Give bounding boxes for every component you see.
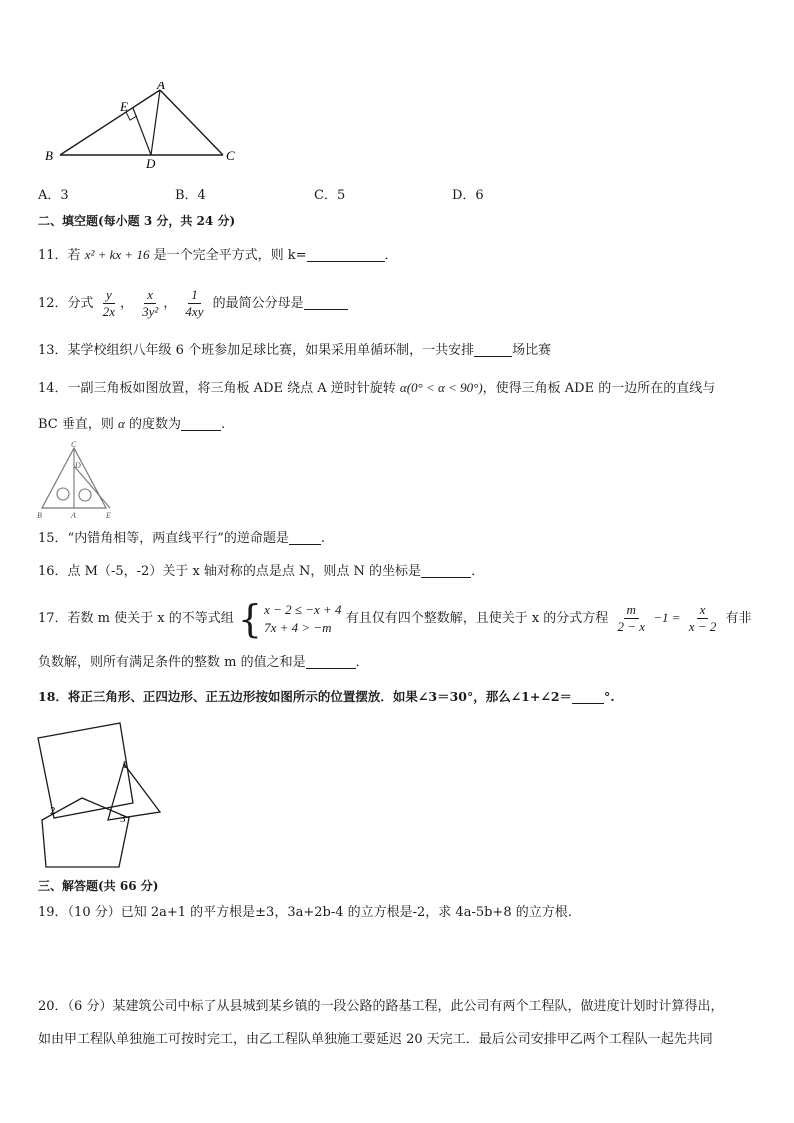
svg-text:A: A <box>71 511 76 520</box>
question-18: 18．将正三角形、正四边形、正五边形按如图所示的位置摆放．如果∠3＝30°，那么∠1+∠2＝ °. <box>38 689 615 704</box>
set-squares-figure-q14 <box>34 440 118 520</box>
answer-blank-18[interactable] <box>572 689 604 704</box>
question-13: 13．某学校组织八年级 6 个班参加足球比赛，如果采用单循环制，一共安排 场比赛 <box>38 343 552 358</box>
answer-blank-13[interactable] <box>474 342 512 357</box>
equation-left-fraction: $\frac{m}{2 - x}$ <box>617 602 645 634</box>
question-20-line-2: 如由甲工程队单独施工可按时完工，由乙工程队单独施工要延迟 20 天完工．最后公司安排甲乙两个工程队一起先共同 <box>38 1032 713 1047</box>
question-14-line-1: 14．一副三角板如图放置，将三角板 ADE 绕点 A 逆时针旋转 α(0° < α < 90°)，使得三角板 ADE 的一边所在的直线与 <box>38 380 716 396</box>
answer-blank-16[interactable] <box>421 563 471 578</box>
answer-blank-12[interactable] <box>304 295 348 310</box>
inequality-system: { x − 2 ≤ −x + 4 7x + 4 > −m <box>237 596 342 641</box>
answer-blank-17[interactable] <box>306 654 356 669</box>
svg-text:D: D <box>75 461 81 470</box>
answer-blank-11[interactable] <box>307 247 385 262</box>
question-15: 15．“内错角相等，两直线平行”的逆命题是 . <box>38 531 325 546</box>
fraction-2: $\frac{x}{\text{3y²}}$ <box>142 287 159 319</box>
label-E: E <box>120 99 128 114</box>
question-17-line-1: 17．若数 m 使关于 x 的不等式组 { x − 2 ≤ −x + 4 7x + 4 > −m 有且仅有四个整数解，且使关于 x 的分式方程 $\frac{m}{2 - x}$ −1 = $\frac{x}{x - 2}$ 有非 <box>38 596 752 641</box>
svg-text:C: C <box>71 440 77 449</box>
question-11: 11．若 x² + kx + 16 是一个完全平方式，则 k= ． <box>38 247 398 263</box>
question-12: 12．分式 $\frac{y}{2x}$ ， $\frac{x}{\text{3y²}}$ ， $\frac{1}{4xy}$ 的最简公分母是 <box>38 284 348 324</box>
section3-title: 三、解答题(共 66 分) <box>38 879 159 893</box>
answer-blank-14[interactable] <box>181 416 221 431</box>
question-14-line-2: BC 垂直，则 α 的度数为 . <box>38 416 226 432</box>
option-a: A．3 <box>38 188 69 203</box>
option-c: C．5 <box>314 188 346 203</box>
svg-text:B: B <box>37 511 42 520</box>
label-B: B <box>45 148 53 163</box>
question-17-line-2: 负数解，则所有满足条件的整数 m 的值之和是 ． <box>38 655 369 670</box>
option-d: D．6 <box>452 188 484 203</box>
answer-blank-15[interactable] <box>289 530 321 545</box>
q11-expression: x² + kx + 16 <box>84 247 150 262</box>
fraction-3: $\frac{1}{4xy}$ <box>185 287 204 319</box>
section2-title: 二、填空题(每小题 3 分，共 24 分) <box>38 214 236 228</box>
svg-text:E: E <box>106 511 111 520</box>
label-C: C <box>226 148 235 163</box>
equation-right-fraction: $\frac{x}{x - 2}$ <box>688 602 717 634</box>
polygons-figure-q18 <box>34 718 164 872</box>
question-16: 16．点 M（-5，-2）关于 x 轴对称的点是点 N，则点 N 的坐标是 ． <box>38 564 485 579</box>
option-b: B．4 <box>175 188 206 203</box>
svg-text:3: 3 <box>120 813 126 825</box>
fraction-1: $\frac{y}{2x}$ <box>102 287 115 319</box>
svg-text:1: 1 <box>122 759 128 771</box>
triangle-figure-q10 <box>40 82 250 172</box>
label-A: A <box>157 82 165 92</box>
svg-text:2: 2 <box>50 805 56 817</box>
label-D: D <box>146 156 156 171</box>
question-20-line-1: 20．（6 分）某建筑公司中标了从县城到某乡镇的一段公路的路基工程，此公司有两个工程队，做进度计划时计算得出， <box>38 999 724 1014</box>
question-19: 19．（10 分）已知 2a+1 的平方根是±3，3a+2b-4 的立方根是-2，求 4a-5b+8 的立方根. <box>38 905 572 920</box>
